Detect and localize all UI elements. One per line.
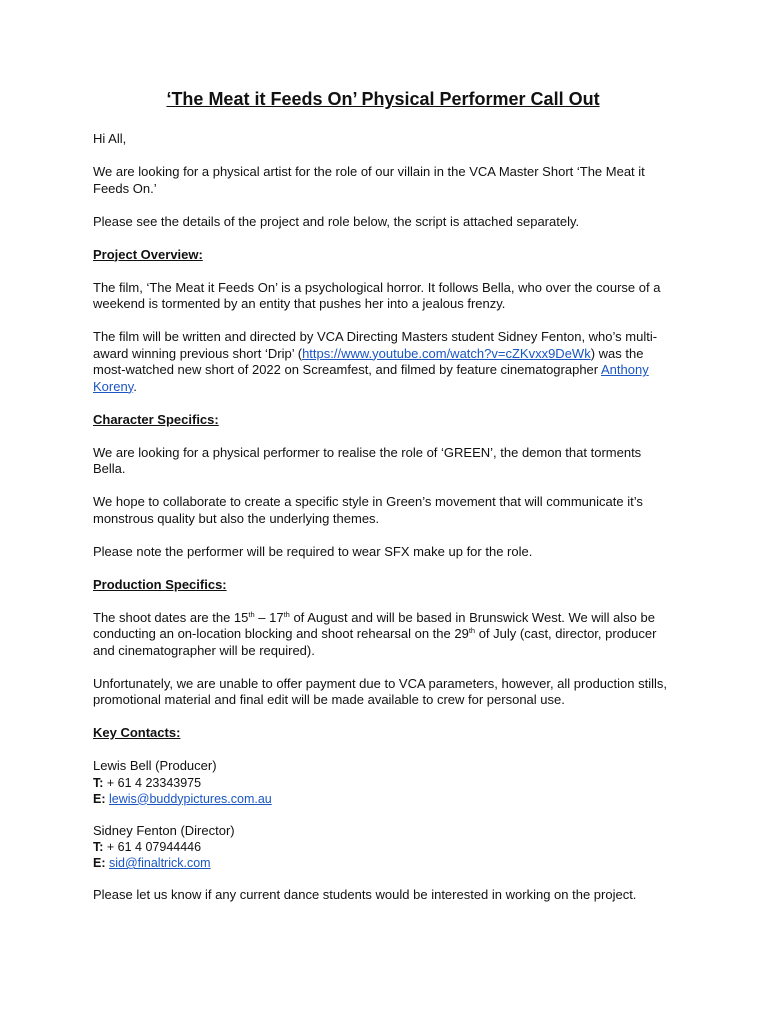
p1-text-b: – 17 <box>254 609 284 625</box>
phone-label: T: <box>93 840 104 854</box>
contact-email-line <box>93 791 673 807</box>
document-body <box>93 88 673 920</box>
contact-producer <box>93 758 673 807</box>
contact-name: Lewis Bell (Producer) <box>93 758 217 773</box>
email-label: E: <box>93 791 106 806</box>
greeting: Hi All, <box>93 131 127 146</box>
character-specifics-heading: Character Specifics: <box>93 411 219 427</box>
p2-text-a: The film will be written and directed by VCA Directing Masters student Sidney Fenton, who’s multi-award winning previous short ‘Drip’ ( <box>93 329 658 361</box>
contact-director <box>93 823 673 872</box>
contact-phone: + 61 4 07944446 <box>103 840 202 854</box>
p1-text-a: The shoot dates are the 15 <box>93 609 249 625</box>
email-label: E: <box>93 856 106 870</box>
character-paragraph-1: We are looking for a physical performer to realise the role of ‘GREEN’, the demon that torments Bella. <box>93 444 642 476</box>
production-specifics-heading: Production Specifics: <box>93 576 227 592</box>
p2-text-b: ) was the most-watched new short of 2022 on Screamfest, and filmed by feature cinematographer <box>93 345 644 377</box>
contact-email-line <box>93 855 673 871</box>
ordinal-suffix: th <box>248 609 255 619</box>
phone-label: T: <box>93 775 104 790</box>
contact-phone: + 61 4 23343975 <box>103 775 202 790</box>
key-contacts-heading: Key Contacts: <box>93 725 181 740</box>
project-overview-paragraph-1: The film, ‘The Meat it Feeds On’ is a psychological horror. It follows Bella, who over the course of a weekend is tormented by an entity that pushes her into a jealous frenzy. <box>93 279 661 311</box>
details-note: Please see the details of the project and role below, the script is attached separately. <box>93 213 580 229</box>
p2-text-c: . <box>133 378 137 394</box>
contact-email-link[interactable]: sid@finaltrick.com <box>108 856 211 870</box>
ordinal-suffix: th <box>283 609 290 619</box>
character-paragraph-3: Please note the performer will be required to wear SFX make up for the role. <box>93 543 533 559</box>
contact-email-link[interactable]: lewis@buddypictures.com.au <box>108 791 272 806</box>
drip-youtube-link[interactable]: https://www.youtube.com/watch?v=cZKvxx9DeWk <box>302 345 591 361</box>
p1-text-d: of July (cast, director, producer and cinematographer will be required). <box>93 626 657 658</box>
ordinal-suffix: th <box>468 626 476 635</box>
contact-name: Sidney Fenton (Director) <box>93 822 235 838</box>
document-title: ‘The Meat it Feeds On’ Physical Performer Call Out <box>166 89 600 109</box>
intro-paragraph: We are looking for a physical artist for the role of our villain in the VCA Master Short ‘The Meat it Feeds On.’ <box>93 164 645 196</box>
character-paragraph-2: We hope to collaborate to create a specific style in Green’s movement that will communicate it’s monstrous quality but also the underlying themes. <box>93 494 643 526</box>
cinematographer-link[interactable]: Anthony Koreny <box>93 362 649 394</box>
contact-phone-line <box>93 839 673 855</box>
project-overview-heading: Project Overview: <box>93 246 203 262</box>
closing-paragraph: Please let us know if any current dance students would be interested in working on the project. <box>93 887 637 902</box>
production-paragraph-1 <box>93 610 673 660</box>
p1-text-c: of August and will be based in Brunswick West. We will also be conducting an on-location blocking and shoot rehearsal on the 29 <box>93 609 655 641</box>
production-paragraph-2: Unfortunately, we are unable to offer payment due to VCA parameters, however, all production stills, promotional material and final edit will be made available to crew for personal use. <box>93 675 667 707</box>
contact-phone-line <box>93 775 673 791</box>
project-overview-paragraph-2 <box>93 329 673 395</box>
